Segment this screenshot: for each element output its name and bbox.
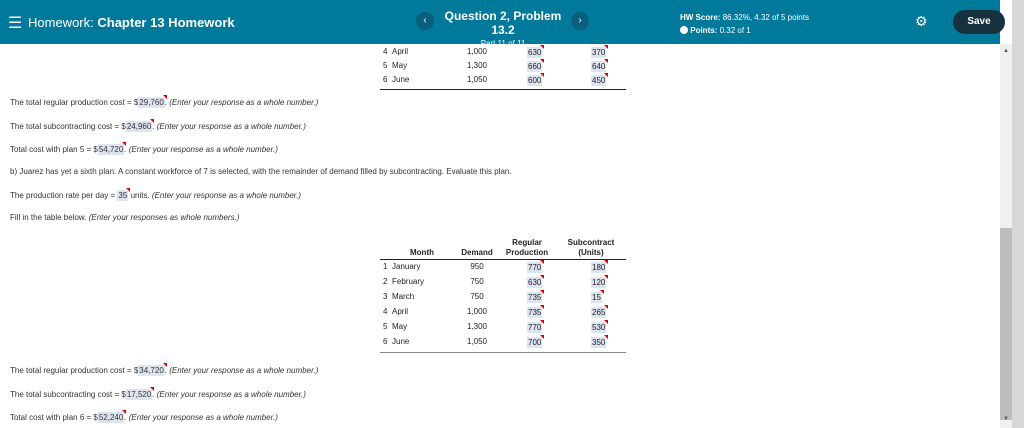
row-number: 4 <box>383 307 388 316</box>
row-number: 6 <box>383 337 388 346</box>
row-number: 1 <box>383 262 388 271</box>
month-cell: June <box>392 75 410 84</box>
fill-instruction: Fill in the table below. (Enter your responses as whole numbers.) <box>10 213 240 222</box>
answer-field[interactable]: 120 <box>592 278 606 287</box>
row-number: 5 <box>383 61 388 70</box>
demand-cell: 1,000 <box>466 47 488 56</box>
row-number: 5 <box>383 322 388 331</box>
answer-field[interactable]: 54,720 <box>98 145 124 154</box>
row-number: 4 <box>383 47 388 56</box>
answer-field[interactable]: 265 <box>592 308 606 317</box>
gear-icon[interactable]: ⚙ <box>915 13 928 29</box>
partial-credit-icon <box>680 26 688 34</box>
assignment-title: Homework: Chapter 13 Homework <box>28 15 235 30</box>
answer-field[interactable]: 35 <box>118 191 128 200</box>
table-row <box>380 307 626 321</box>
plan6-subcontract-cost: The total subcontracting cost = $17,520. (Enter your response as a whole number.) <box>10 390 306 399</box>
row-number: 3 <box>383 292 388 301</box>
demand-cell: 950 <box>470 262 484 271</box>
production-rate: The production rate per day = 35 units. (Enter your response as a whole number.) <box>10 191 302 200</box>
month-cell: February <box>392 277 425 286</box>
plan6-regular-cost: The total regular production cost = $34,720. (Enter your response as a whole number.) <box>10 366 319 375</box>
save-button[interactable]: Save <box>953 10 1005 34</box>
answer-field[interactable]: 17,520 <box>126 390 152 399</box>
answer-field[interactable]: 350 <box>592 338 606 347</box>
table-row <box>380 61 626 75</box>
table-row <box>380 47 626 61</box>
part-b-text: b) Juarez has yet a sixth plan. A constant workforce of 7 is selected, with the remainder of demand filled by subcontracting. Evaluate this plan. <box>10 167 512 176</box>
top-bar <box>0 0 1000 48</box>
table-row <box>380 75 626 89</box>
plan5-regular-cost: The total regular production cost = $29,760. (Enter your response as a whole number.) <box>10 98 319 107</box>
score-panel: HW Score: 86.32%, 4.32 of 5 points Points: 0.32 of 1 <box>680 13 809 35</box>
answer-field[interactable]: 34,720 <box>139 366 164 375</box>
answer-field[interactable]: 630 <box>528 48 542 57</box>
hamburger-icon[interactable]: ☰ <box>8 15 23 32</box>
table-bottom-rule <box>380 352 626 353</box>
col-regular: Regular Production <box>505 238 549 257</box>
month-cell: April <box>392 307 409 316</box>
answer-field[interactable]: 450 <box>592 76 606 85</box>
table-row <box>380 277 626 291</box>
answer-field[interactable]: 24,960 <box>126 122 152 131</box>
month-cell: March <box>392 292 415 301</box>
col-demand: Demand <box>461 248 493 257</box>
answer-field[interactable]: 700 <box>528 338 542 347</box>
demand-cell: 1,300 <box>466 61 488 70</box>
demand-cell: 1,000 <box>466 307 488 316</box>
table-header-rule <box>380 259 626 260</box>
month-cell: June <box>392 337 410 346</box>
demand-cell: 1,300 <box>466 322 488 331</box>
row-number: 2 <box>383 277 388 286</box>
demand-cell: 750 <box>470 277 484 286</box>
month-cell: January <box>392 262 421 271</box>
window-scrollbar[interactable] <box>1012 0 1024 428</box>
table-row <box>380 292 626 306</box>
demand-cell: 1,050 <box>466 337 488 346</box>
answer-field[interactable]: 52,240 <box>98 413 124 422</box>
table-row <box>380 262 626 276</box>
table-row <box>380 337 626 351</box>
demand-cell: 750 <box>470 292 484 301</box>
scrollbar-thumb[interactable] <box>1000 228 1012 420</box>
answer-field[interactable]: 180 <box>592 263 606 272</box>
answer-field[interactable]: 770 <box>528 323 542 332</box>
col-subcontract: Subcontract (Units) <box>567 238 615 257</box>
answer-field[interactable]: 735 <box>528 293 542 302</box>
month-cell: April <box>392 47 409 56</box>
answer-field[interactable]: 600 <box>528 76 542 85</box>
scroll-down-icon[interactable]: ▼ <box>1003 416 1009 422</box>
plan6-total-cost: Total cost with plan 6 = $52,240. (Enter your response as a whole number.) <box>10 413 278 422</box>
answer-field[interactable]: 29,760 <box>139 98 164 107</box>
next-question-button[interactable]: › <box>571 12 589 30</box>
answer-field[interactable]: 660 <box>528 62 542 71</box>
month-cell: May <box>392 61 408 70</box>
question-title: Question 2, Problem 13.2 Part 11 of 11 <box>444 9 562 48</box>
table-row <box>380 322 626 336</box>
plan5-total-cost: Total cost with plan 5 = $54,720. (Enter your response as a whole number.) <box>10 145 278 154</box>
answer-field[interactable]: 370 <box>592 48 606 57</box>
col-month: Month <box>410 248 434 257</box>
table-bottom-rule <box>380 89 626 90</box>
scroll-up-icon[interactable]: ▲ <box>1003 48 1009 54</box>
answer-field[interactable]: 640 <box>592 62 606 71</box>
answer-field[interactable]: 770 <box>528 263 542 272</box>
month-cell: May <box>392 322 408 331</box>
previous-question-button[interactable]: ‹ <box>416 12 434 30</box>
demand-cell: 1,050 <box>466 75 488 84</box>
answer-field[interactable]: 630 <box>528 278 542 287</box>
row-number: 6 <box>383 75 388 84</box>
answer-field[interactable]: 530 <box>592 323 606 332</box>
plan5-subcontract-cost: The total subcontracting cost = $24,960. (Enter your response as a whole number.) <box>10 122 306 131</box>
answer-field[interactable]: 15 <box>592 293 601 302</box>
answer-field[interactable]: 735 <box>528 308 542 317</box>
